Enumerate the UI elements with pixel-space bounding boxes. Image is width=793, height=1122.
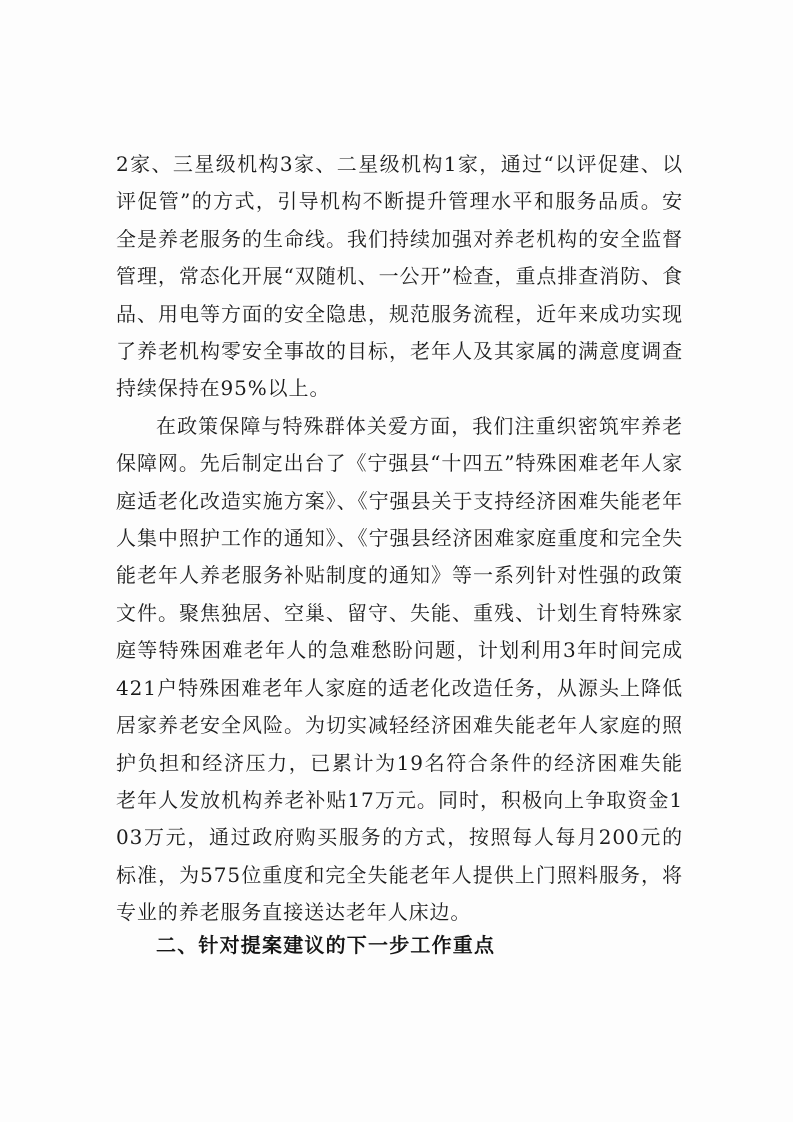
- paragraph-safety-management: 2家、三星级机构3家、二星级机构1家，通过“以评促建、以评促管”的方式，引导机构不断提升管理水平和服务品质。安全是养老服务的生命线。我们持续加强对养老机构的安全监督管理，常态化开展“双随机、一公开”检查，重点排查消防、食品、用电等方面的安全隐患，规范服务流程，近年来成功实现了养老机构零安全事故的目标，老年人及其家属的满意度调查持续保持在95%以上。: [116, 152, 683, 401]
- section-heading-next-steps: 二、针对提案建议的下一步工作重点: [156, 933, 496, 957]
- paragraph-policy-support: 在政策保障与特殊群体关爱方面，我们注重织密筑牢养老保障网。先后制定出台了《宁强县“十四五”特殊困难老年人家庭适老化改造实施方案》、《宁强县关于支持经济困难失能老年人集中照护工作的通知》、《宁强县经济困难家庭重度和完全失能老年人养老服务补贴制度的通知》等一系列针对性强的政策文件。聚焦独居、空巢、留守、失能、重残、计划生育特殊家庭等特殊困难老年人的急难愁盼问题，计划利用3年时间完成421户特殊困难老年人家庭的适老化改造任务，从源头上降低居家养老安全风险。为切实减轻经济困难失能老年人家庭的照护负担和经济压力，已累计为19名符合条件的经济困难失能老年人发放机构养老补贴17万元。同时，积极向上争取资金103万元，通过政府购买服务的方式，按照每人每月200元的标准，为575位重度和完全失能老年人提供上门照料服务，将专业的养老服务直接送达老年人床边。: [116, 413, 683, 925]
- document-body: [116, 146, 683, 932]
